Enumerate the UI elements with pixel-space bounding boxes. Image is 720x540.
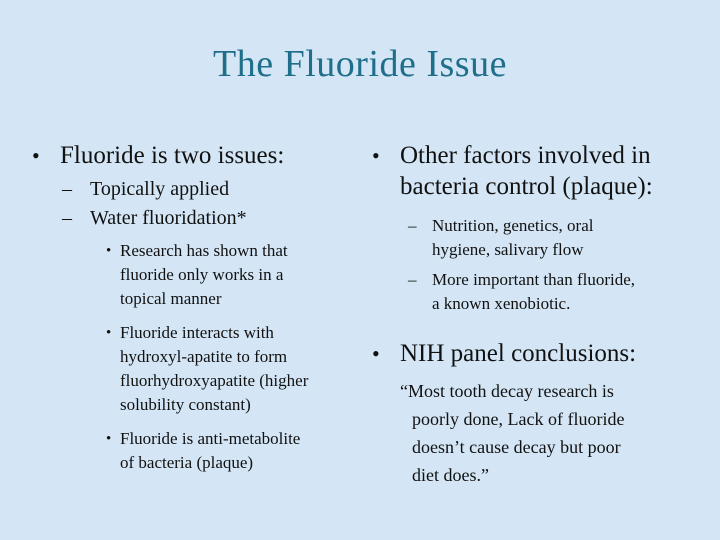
right-column — [372, 140, 702, 489]
bullet-text-line: Other factors involved in — [400, 142, 651, 169]
bullet-icon: • — [32, 143, 40, 168]
sub-item-topically-applied — [32, 177, 362, 202]
quote-line: poorly done, Lack of fluoride — [412, 409, 625, 429]
detail-line: Fluoride is anti-metabolite — [120, 429, 301, 448]
detail-line: fluorhydroxyapatite (higher — [120, 371, 309, 390]
sub-item-line: hygiene, salivary flow — [432, 240, 584, 259]
detail-line: Fluoride interacts with — [120, 323, 274, 342]
quote-line: doesn’t cause decay but poor — [412, 437, 621, 457]
sub-item-text: Water fluoridation* — [90, 207, 247, 229]
bullet-nih-panel — [372, 338, 702, 369]
detail-line: Research has shown that — [120, 241, 288, 260]
quote-line: “Most tooth decay research is — [400, 381, 614, 401]
bullet-icon: • — [372, 341, 380, 366]
bullet-fluoride-two-issues — [32, 140, 362, 171]
dash-icon: – — [62, 207, 72, 229]
bullet-icon: • — [106, 243, 112, 259]
bullet-icon: • — [106, 431, 112, 447]
detail-anti-metabolite — [32, 427, 362, 475]
page-title: The Fluoride Issue — [213, 43, 507, 85]
bullet-text: NIH panel conclusions: — [400, 340, 637, 367]
sub-item-text: Topically applied — [90, 178, 230, 200]
detail-interacts — [32, 321, 362, 417]
sub-item-line: More important than fluoride, — [432, 270, 636, 289]
dash-icon: – — [408, 270, 417, 289]
sub-item-more-important — [372, 268, 702, 316]
quote-line: diet does.” — [412, 465, 489, 485]
sub-item-nutrition — [372, 214, 702, 262]
bullet-other-factors — [372, 140, 702, 202]
bullet-text: Fluoride is two issues: — [60, 142, 285, 169]
sub-item-line: a known xenobiotic. — [432, 294, 571, 313]
sub-item-line: Nutrition, genetics, oral — [432, 216, 594, 235]
dash-icon: – — [62, 178, 72, 200]
detail-line: of bacteria (plaque) — [120, 453, 254, 472]
detail-line: topical manner — [120, 289, 222, 308]
bullet-icon: • — [372, 143, 380, 168]
left-column — [32, 140, 362, 475]
sub-item-water-fluoridation — [32, 206, 362, 231]
detail-research — [32, 239, 362, 311]
nih-quote — [372, 377, 702, 489]
bullet-icon: • — [106, 325, 112, 341]
detail-line: solubility constant) — [120, 395, 251, 414]
detail-line: hydroxyl-apatite to form — [120, 347, 288, 366]
bullet-text-line: bacteria control (plaque): — [400, 173, 653, 200]
dash-icon: – — [408, 216, 417, 235]
detail-line: fluoride only works in a — [120, 265, 284, 284]
